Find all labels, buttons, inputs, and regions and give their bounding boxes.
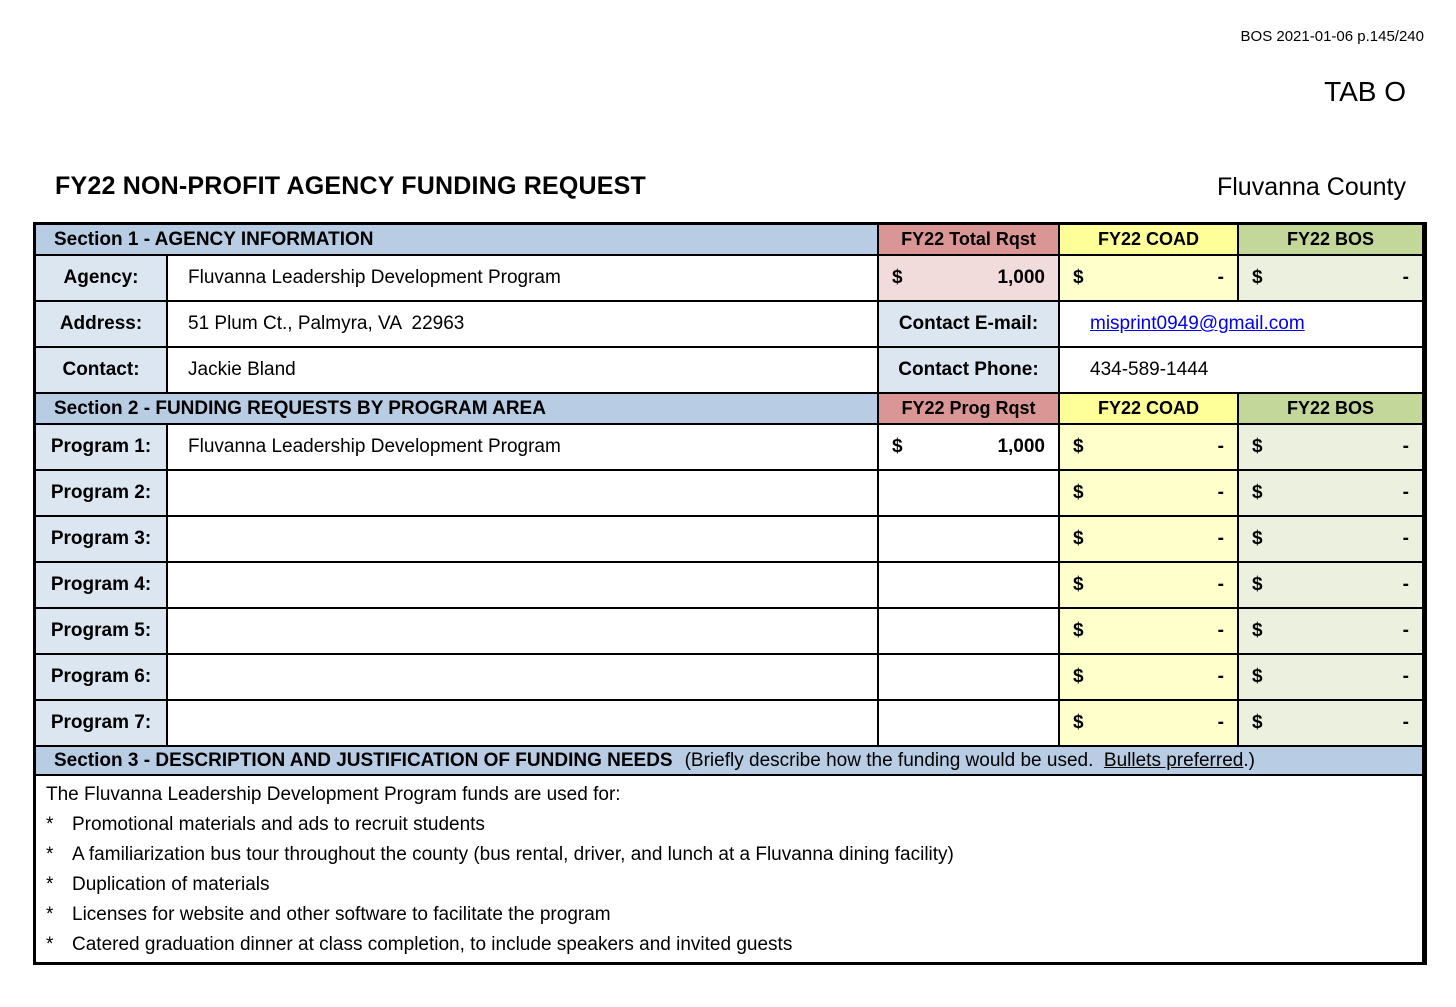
section1-header: Section 1 - AGENCY INFORMATION <box>36 225 877 254</box>
total-rqst-amount-cell <box>879 256 1058 300</box>
program-name <box>168 471 877 515</box>
program-bos-cell <box>1239 517 1422 561</box>
currency-symbol: $ <box>1073 267 1084 288</box>
bullet-text: Duplication of materials <box>72 874 270 895</box>
contact-phone-value: 434-589-1444 <box>1060 348 1422 392</box>
address-label: Address: <box>36 302 166 346</box>
program-coad-cell <box>1060 655 1237 699</box>
column-header-bos: FY22 BOS <box>1239 225 1422 254</box>
program-rqst-cell <box>879 701 1058 745</box>
program-name: Fluvanna Leadership Development Program <box>168 425 877 469</box>
program-coad-amount: - <box>1217 528 1224 549</box>
agency-value: Fluvanna Leadership Development Program <box>168 256 877 300</box>
section2-header: Section 2 - FUNDING REQUESTS BY PROGRAM AREA <box>36 394 877 423</box>
description-intro-text: The Fluvanna Leadership Development Program funds are used for: <box>46 784 621 805</box>
description-bullet <box>46 930 1412 960</box>
contact-email-link[interactable]: misprint0949@gmail.com <box>1090 313 1305 334</box>
program-bos-cell <box>1239 471 1422 515</box>
bullet-text: Promotional materials and ads to recruit students <box>72 814 485 835</box>
column-header-total-rqst: FY22 Total Rqst <box>879 225 1058 254</box>
document-reference: BOS 2021-01-06 p.145/240 <box>1240 28 1424 45</box>
currency-symbol: $ <box>1252 666 1263 687</box>
program-label: Program 1: <box>36 425 166 469</box>
page-title: FY22 NON-PROFIT AGENCY FUNDING REQUEST <box>55 172 646 200</box>
section3-note-underlined: Bullets preferred <box>1103 749 1244 771</box>
currency-symbol: $ <box>1252 574 1263 595</box>
program-bos-amount: - <box>1402 666 1409 687</box>
address-value: 51 Plum Ct., Palmyra, VA 22963 <box>168 302 877 346</box>
program-rqst-cell <box>879 425 1058 469</box>
program-rqst-cell <box>879 655 1058 699</box>
program-label: Program 7: <box>36 701 166 745</box>
bullet-marker: * <box>46 934 54 955</box>
program-coad-cell <box>1060 425 1237 469</box>
column-header-prog-rqst: FY22 Prog Rqst <box>879 394 1058 423</box>
program-bos-cell <box>1239 701 1422 745</box>
program-name <box>168 701 877 745</box>
tab-label: TAB O <box>1324 76 1406 107</box>
bos-amount-cell <box>1239 256 1422 300</box>
program-rqst-amount: 1,000 <box>997 436 1045 457</box>
program-label: Program 6: <box>36 655 166 699</box>
contact-email-label: Contact E-mail: <box>879 302 1058 346</box>
program-bos-cell <box>1239 425 1422 469</box>
bos-amount: - <box>1402 267 1409 288</box>
program-coad-amount: - <box>1217 482 1224 503</box>
program-rqst-cell <box>879 517 1058 561</box>
program-coad-amount: - <box>1217 436 1224 457</box>
program-rqst-cell <box>879 471 1058 515</box>
bullet-marker: * <box>46 904 54 925</box>
bullet-marker: * <box>46 844 54 865</box>
agency-label: Agency: <box>36 256 166 300</box>
section3-note-close: .) <box>1243 749 1255 771</box>
column-header-coad: FY22 COAD <box>1060 225 1237 254</box>
program-label: Program 5: <box>36 609 166 653</box>
currency-symbol: $ <box>1073 620 1084 641</box>
program-label: Program 3: <box>36 517 166 561</box>
currency-symbol: $ <box>1073 436 1084 457</box>
currency-symbol: $ <box>1073 712 1084 733</box>
column-header-bos: FY22 BOS <box>1239 394 1422 423</box>
program-rqst-cell <box>879 609 1058 653</box>
program-coad-cell <box>1060 609 1237 653</box>
description-intro <box>46 780 1412 810</box>
column-header-coad: FY22 COAD <box>1060 394 1237 423</box>
county-name: Fluvanna County <box>1216 173 1406 201</box>
currency-symbol: $ <box>1252 436 1263 457</box>
bullet-text: Catered graduation dinner at class completion, to include speakers and invited guests <box>72 934 793 955</box>
currency-symbol: $ <box>892 267 903 288</box>
program-name <box>168 563 877 607</box>
section3-header <box>36 747 1422 774</box>
contact-email-cell <box>1060 302 1422 346</box>
program-bos-cell <box>1239 609 1422 653</box>
currency-symbol: $ <box>1252 267 1263 288</box>
program-name <box>168 609 877 653</box>
currency-symbol: $ <box>1073 528 1084 549</box>
program-bos-amount: - <box>1402 436 1409 457</box>
program-coad-amount: - <box>1217 574 1224 595</box>
currency-symbol: $ <box>1252 712 1263 733</box>
section3-note <box>685 750 1255 772</box>
coad-amount-cell <box>1060 256 1237 300</box>
program-bos-amount: - <box>1402 482 1409 503</box>
program-bos-amount: - <box>1402 620 1409 641</box>
program-bos-amount: - <box>1402 528 1409 549</box>
bullet-text: Licenses for website and other software to facilitate the program <box>72 904 611 925</box>
bullet-text: A familiarization bus tour throughout the county (bus rental, driver, and lunch at a Fluvanna dining facility) <box>72 844 954 865</box>
description-bullet <box>46 870 1412 900</box>
currency-symbol: $ <box>1073 666 1084 687</box>
section3-title: Section 3 - DESCRIPTION AND JUSTIFICATION OF FUNDING NEEDS <box>54 749 673 771</box>
funding-description <box>36 776 1422 962</box>
program-name <box>168 655 877 699</box>
description-bullet <box>46 900 1412 930</box>
funding-request-table <box>33 222 1427 965</box>
program-coad-cell <box>1060 563 1237 607</box>
currency-symbol: $ <box>1252 482 1263 503</box>
contact-phone-label: Contact Phone: <box>879 348 1058 392</box>
currency-symbol: $ <box>1073 482 1084 503</box>
currency-symbol: $ <box>1073 574 1084 595</box>
bullet-marker: * <box>46 874 54 895</box>
program-coad-amount: - <box>1217 666 1224 687</box>
section3-note-text: (Briefly describe how the funding would be used. <box>684 749 1104 771</box>
currency-symbol: $ <box>892 436 903 457</box>
program-label: Program 4: <box>36 563 166 607</box>
bullet-marker: * <box>46 814 54 835</box>
program-coad-amount: - <box>1217 712 1224 733</box>
contact-label: Contact: <box>36 348 166 392</box>
currency-symbol: $ <box>1252 620 1263 641</box>
program-coad-cell <box>1060 701 1237 745</box>
coad-amount: - <box>1217 267 1224 288</box>
program-coad-amount: - <box>1217 620 1224 641</box>
total-rqst-amount: 1,000 <box>997 267 1045 288</box>
program-bos-cell <box>1239 563 1422 607</box>
program-label: Program 2: <box>36 471 166 515</box>
program-name <box>168 517 877 561</box>
program-coad-cell <box>1060 471 1237 515</box>
description-bullet-list <box>46 810 1412 960</box>
description-bullet <box>46 840 1412 870</box>
currency-symbol: $ <box>1252 528 1263 549</box>
program-bos-amount: - <box>1402 712 1409 733</box>
contact-value: Jackie Bland <box>168 348 877 392</box>
program-rqst-cell <box>879 563 1058 607</box>
description-bullet <box>46 810 1412 840</box>
program-bos-cell <box>1239 655 1422 699</box>
program-bos-amount: - <box>1402 574 1409 595</box>
program-coad-cell <box>1060 517 1237 561</box>
